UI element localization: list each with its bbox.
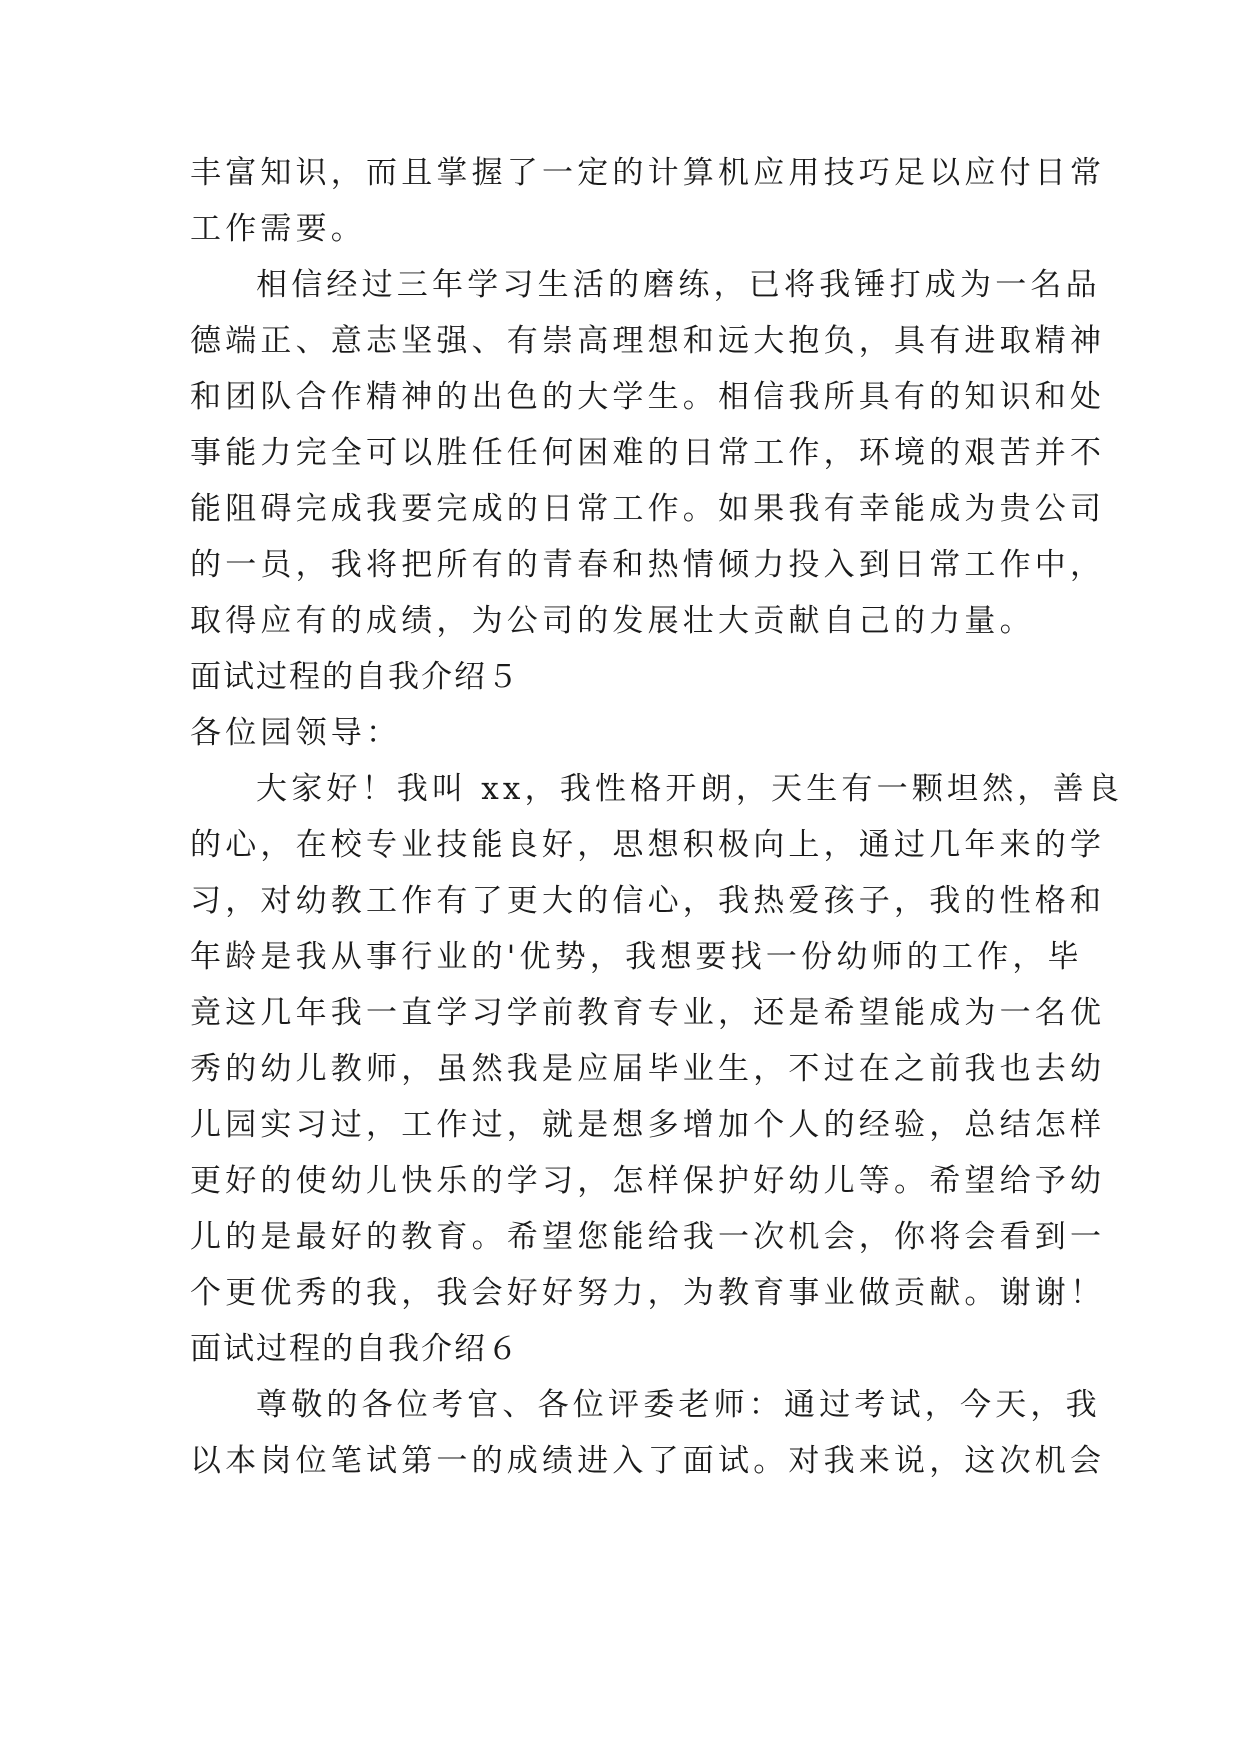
paragraph-line: 德端正、意志坚强、有崇高理想和远大抱负，具有进取精神 <box>190 323 1106 359</box>
paragraph-line: 尊敬的各位考官、各位评委老师：通过考试，今天，我 <box>256 1387 1101 1423</box>
salutation-line: 各位园领导： <box>190 715 402 751</box>
paragraph-line: 相信经过三年学习生活的磨练，已将我锤打成为一名品 <box>256 267 1101 303</box>
paragraph-line: 丰富知识，而且掌握了一定的计算机应用技巧足以应付日常 <box>190 155 1106 191</box>
paragraph-line: 的心，在校专业技能良好，思想积极向上，通过几年来的学 <box>190 827 1106 863</box>
section-heading: 面试过程的自我介绍５ <box>190 659 520 695</box>
paragraph-line: 和团队合作精神的出色的大学生。相信我所具有的知识和处 <box>190 379 1106 415</box>
paragraph-line: 个更优秀的我，我会好好努力，为教育事业做贡献。谢谢！ <box>190 1275 1106 1311</box>
paragraph-line: 能阻碍完成我要完成的日常工作。如果我有幸能成为贵公司 <box>190 491 1106 527</box>
paragraph-line: 年龄是我从事行业的'优势，我想要找一份幼师的工作，毕 <box>190 939 1083 975</box>
paragraph-line: 取得应有的成绩，为公司的发展壮大贡献自己的力量。 <box>190 603 1035 639</box>
paragraph-line: 大家好！我叫 xx，我性格开朗，天生有一颗坦然，善良 <box>256 771 1124 807</box>
section-heading: 面试过程的自我介绍６ <box>190 1331 520 1367</box>
paragraph-line: 工作需要。 <box>190 211 366 247</box>
paragraph-line: 竟这几年我一直学习学前教育专业，还是希望能成为一名优 <box>190 995 1106 1031</box>
paragraph-line: 更好的使幼儿快乐的学习，怎样保护好幼儿等。希望给予幼 <box>190 1163 1106 1199</box>
paragraph-line: 事能力完全可以胜任任何困难的日常工作，环境的艰苦并不 <box>190 435 1106 471</box>
paragraph-line: 儿园实习过，工作过，就是想多增加个人的经验，总结怎样 <box>190 1107 1106 1143</box>
paragraph-line: 秀的幼儿教师，虽然我是应届毕业生，不过在之前我也去幼 <box>190 1051 1106 1087</box>
paragraph-line: 的一员，我将把所有的青春和热情倾力投入到日常工作中， <box>190 547 1106 583</box>
paragraph-line: 习，对幼教工作有了更大的信心，我热爱孩子，我的性格和 <box>190 883 1106 919</box>
paragraph-line: 儿的是最好的教育。希望您能给我一次机会，你将会看到一 <box>190 1219 1106 1255</box>
paragraph-line: 以本岗位笔试第一的成绩进入了面试。对我来说，这次机会 <box>190 1443 1106 1479</box>
